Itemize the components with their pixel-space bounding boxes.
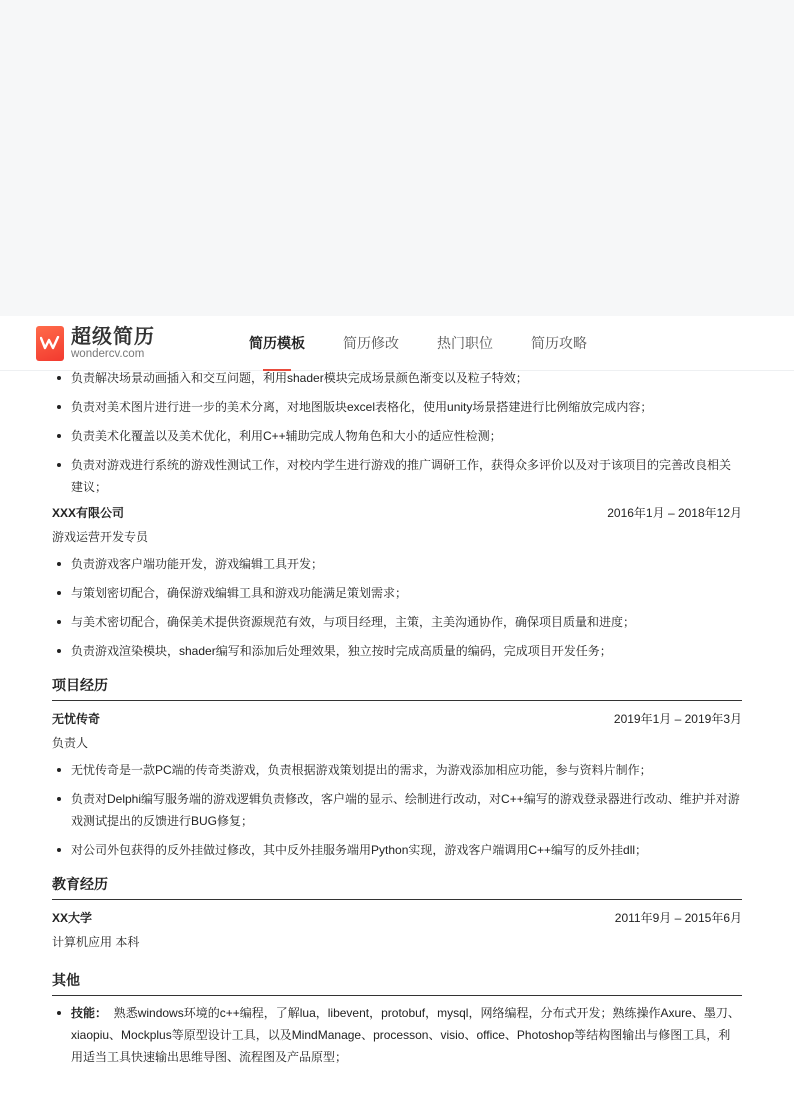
logo-domain: wondercv.com — [71, 348, 145, 360]
work-date: 2016年1月 – 2018年12月 — [607, 506, 742, 520]
major-degree: 计算机应用 本科 — [52, 935, 140, 949]
list-item: 与策划密切配合，确保游戏编辑工具和游戏功能满足策划需求； — [52, 582, 742, 604]
list-item — [52, 1002, 742, 1068]
list-item: 负责解决场景动画插入和交互问题，利用shader模块完成场景颜色渐变以及粒子特效； — [52, 367, 742, 389]
top-navbar — [0, 316, 794, 371]
main-nav — [249, 316, 625, 371]
nav-resume-guides[interactable]: 简历攻略 — [531, 335, 587, 351]
list-item: 负责游戏客户端功能开发，游戏编辑工具开发； — [52, 553, 742, 575]
project-date: 2019年1月 – 2019年3月 — [613, 712, 742, 726]
list-item: 与美术密切配合，确保美术提供资源规范有效，与项目经理，主策，主美沟通协作，确保项目质量和进度； — [52, 611, 742, 633]
section-title-projects: 项目经历 — [52, 676, 742, 701]
education-date: 2011年9月 – 2015年6月 — [614, 911, 742, 925]
project-name: 无忧传奇 — [52, 712, 101, 726]
section-title-other: 其他 — [52, 971, 742, 996]
list-item: 对公司外包获得的反外挂做过修改，其中反外挂服务端用Python实现，游戏客户端调用C++编写的反外挂dll； — [52, 839, 742, 861]
resume-preview — [0, 316, 794, 1107]
company-name: XXX有限公司 — [52, 506, 125, 520]
list-item: 负责对游戏进行系统的游戏性测试工作，对校内学生进行游戏的推广调研工作，获得众多评价以及对于该项目的完善改良相关建议； — [52, 454, 742, 498]
school-name: XX大学 — [52, 911, 93, 925]
nav-resume-editing[interactable]: 简历修改 — [343, 335, 399, 351]
work-prev-bullets — [52, 367, 742, 498]
project-entry-header — [52, 711, 742, 728]
list-item: 无忧传奇是一款PC端的传奇类游戏，负责根据游戏策划提出的需求，为游戏添加相应功能，参与资料片制作； — [52, 759, 742, 781]
section-title-education: 教育经历 — [52, 875, 742, 900]
project-role: 负责人 — [52, 736, 89, 750]
skill-label: 技能： — [71, 1006, 108, 1020]
list-item: 负责对Delphi编写服务端的游戏逻辑负责修改，客户端的显示、绘制进行改动，对C++编写的游戏登录器进行改动、维护并对游戏测试提出的反馈进行BUG修复； — [52, 788, 742, 832]
project-bullets — [52, 759, 742, 861]
wondercv-logo-icon — [36, 326, 64, 361]
education-entry-header — [52, 910, 742, 927]
wondercv-logo[interactable] — [36, 326, 155, 361]
work-bullets — [52, 553, 742, 662]
other-bullets — [52, 1002, 742, 1068]
list-item: 负责美术化覆盖以及美术优化，利用C++辅助完成人物角色和大小的适应性检测； — [52, 425, 742, 447]
job-title: 游戏运营开发专员 — [52, 530, 149, 544]
work-entry-header — [52, 505, 742, 522]
list-item: 负责游戏渲染模块，shader编写和添加后处理效果，独立按时完成高质量的编码，完成项目开发任务； — [52, 640, 742, 662]
skill-text: 熟悉windows环境的c++编程，了解lua，libevent，protobuf，mysql，网络编程，分布式开发；熟练操作Axure、墨刀、xiaopiu、Mockplus等原型设计工具，以及MindManage、processon、visio、office、Photoshop等结构图输出与修图工具，利用适当工具快速输出思维导图、流程图及产品原型； — [71, 1006, 740, 1064]
nav-hot-jobs[interactable]: 热门职位 — [437, 335, 493, 351]
empty-header-area — [0, 0, 794, 316]
list-item: 负责对美术图片进行进一步的美术分离，对地图版块excel表格化，使用unity场景搭建进行比例缩放完成内容； — [52, 396, 742, 418]
nav-resume-templates[interactable]: 简历模板 — [249, 316, 305, 371]
logo-title: 超级简历 — [71, 326, 155, 348]
